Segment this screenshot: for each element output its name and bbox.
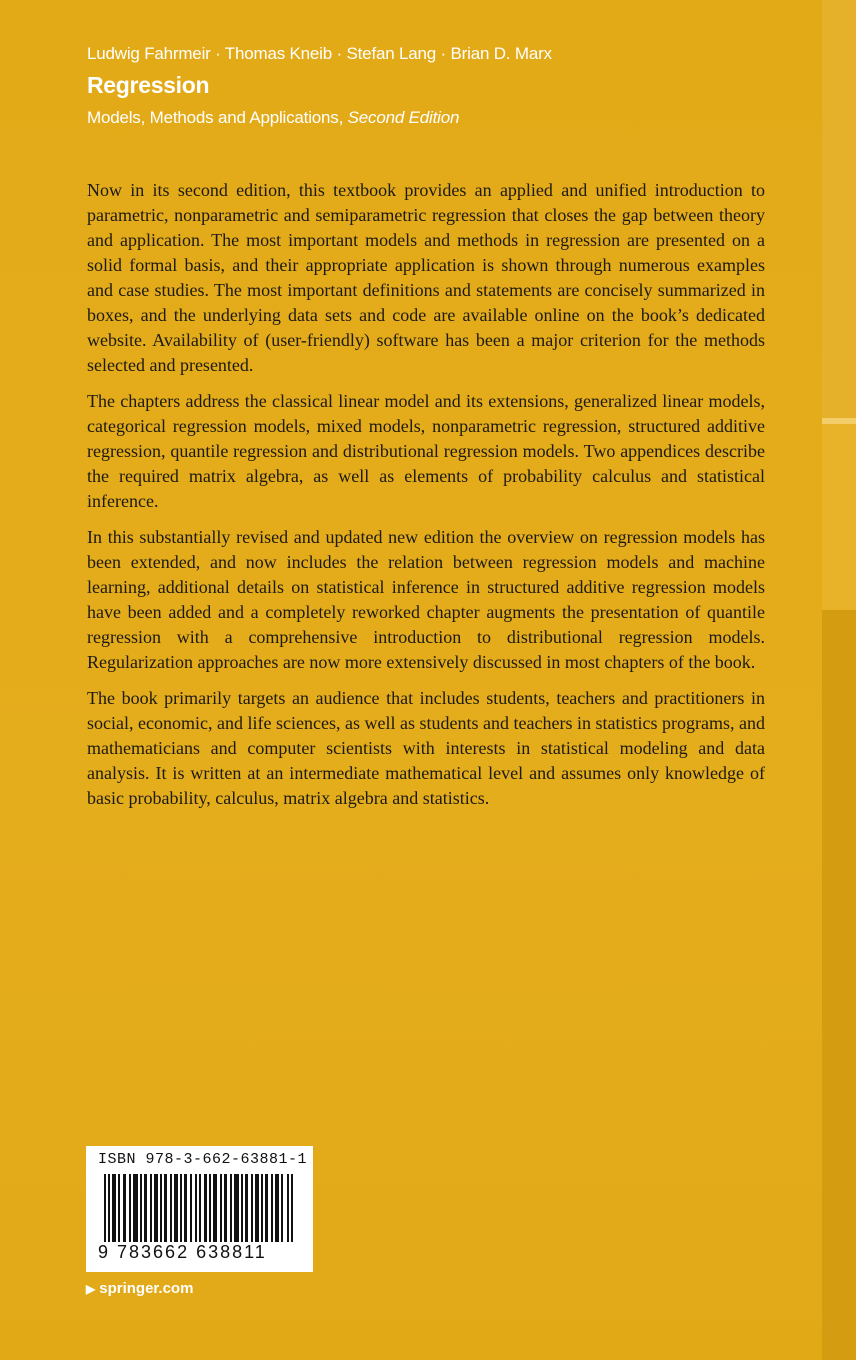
- barcode-digits: 9 783662 638811: [98, 1242, 303, 1263]
- triangle-right-icon: ▶: [86, 1282, 96, 1296]
- spine-edge-bottom: [822, 610, 856, 1360]
- spine-edge-middle: [822, 424, 856, 610]
- publisher-website[interactable]: [86, 1280, 193, 1297]
- edition-label: Second Edition: [347, 108, 460, 127]
- website-label: springer.com: [99, 1280, 194, 1297]
- blurb-text: [87, 178, 765, 822]
- blurb-paragraph-4: The book primarily targets an audience that includes students, teachers and practitioners in social, economic, and life sciences, as well as students and teachers in statistics programs, and mathematicians and computer scientists with interests in statistical modeling and data analysis. It is written at an intermediate mathematical level and assumes only knowledge of basic probability, calculus, matrix algebra and statistics.: [87, 688, 765, 808]
- blurb-paragraph-2: The chapters address the classical linear model and its extensions, generalized linear models, categorical regression models, mixed models, nonparametric regression, structured additive regression, quantile regression and distributional regression models. Two appendices describe the required matrix algebra, as well as elements of probability calculus and statistical inference.: [87, 391, 765, 511]
- authors-line: Ludwig Fahrmeir · Thomas Kneib · Stefan Lang · Brian D. Marx: [87, 44, 552, 63]
- spine-edge-top: [822, 0, 856, 420]
- isbn-barcode-box: [86, 1146, 313, 1272]
- subtitle-main: Models, Methods and Applications,: [87, 108, 344, 127]
- isbn-label: ISBN 978-3-662-63881-1: [98, 1151, 308, 1168]
- blurb-paragraph-1: Now in its second edition, this textbook provides an applied and unified introduction to parametric, nonparametric and semiparametric regression that closes the gap between theory and application. The most important models and methods in regression are presented on a solid formal basis, and their appropriate application is shown through numerous examples and case studies. The most important definitions and statements are concisely summarized in boxes, and the underlying data sets and code are available online on the book’s dedicated website. Availability of (user-friendly) software has been a major criterion for the methods selected and presented.: [87, 180, 765, 375]
- book-title: Regression: [87, 72, 210, 98]
- blurb-paragraph-3: In this substantially revised and updated new edition the overview on regression models has been extended, and now includes the relation between regression models and machine learning, additional details on statistical inference in structured additive regression models have been added and a completely reworked chapter augments the presentation of quantile regression with a comprehensive introduction to distributional regression models. Regularization approaches are now more extensively discussed in most chapters of the book.: [87, 527, 765, 672]
- book-subtitle: [87, 108, 459, 128]
